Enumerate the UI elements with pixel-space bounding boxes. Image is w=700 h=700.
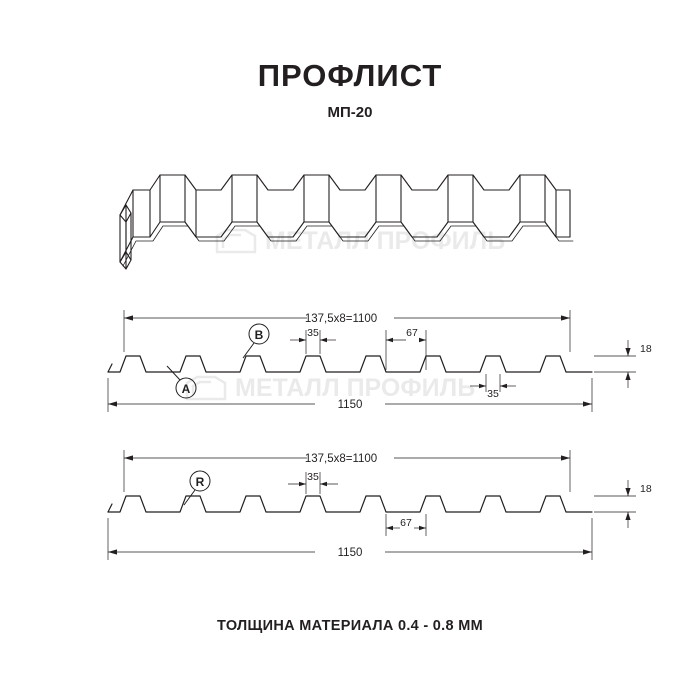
top-profile-dimensions	[108, 310, 636, 412]
top-rib-pitch-right-label: 35	[487, 388, 499, 400]
top-profile-drawing	[108, 356, 592, 372]
bottom-flat-label: 67	[400, 517, 412, 529]
top-flat-label: 67	[406, 327, 418, 339]
model-label: МП-20	[327, 104, 373, 121]
bottom-profile-drawing	[108, 496, 592, 512]
callout-r-label: R	[195, 475, 205, 489]
bottom-total-width-label: 1150	[337, 547, 363, 559]
top-total-width-label: 1150	[337, 399, 363, 411]
callout-a-label: A	[181, 382, 191, 396]
thickness-note: ТОЛЩИНА МАТЕРИАЛА 0.4 - 0.8 ММ	[217, 618, 483, 634]
bottom-rib-pitch-label: 35	[307, 471, 319, 483]
bottom-height-label: 18	[640, 483, 652, 495]
top-working-width-label: 137,5x8=1100	[304, 313, 378, 325]
bottom-working-width-label: 137,5x8=1100	[304, 453, 378, 465]
bottom-profile-dimensions	[108, 450, 636, 560]
perspective-sheet-view	[120, 175, 573, 269]
top-rib-pitch-left-label: 35	[307, 327, 319, 339]
watermark-text: МЕТАЛЛ ПРОФИЛЬ	[235, 374, 476, 402]
callout-b-label: B	[254, 328, 264, 342]
watermark-text: МЕТАЛЛ ПРОФИЛЬ	[265, 227, 506, 255]
top-height-label: 18	[640, 343, 652, 355]
page-title: ПРОФЛИСТ	[257, 58, 443, 93]
